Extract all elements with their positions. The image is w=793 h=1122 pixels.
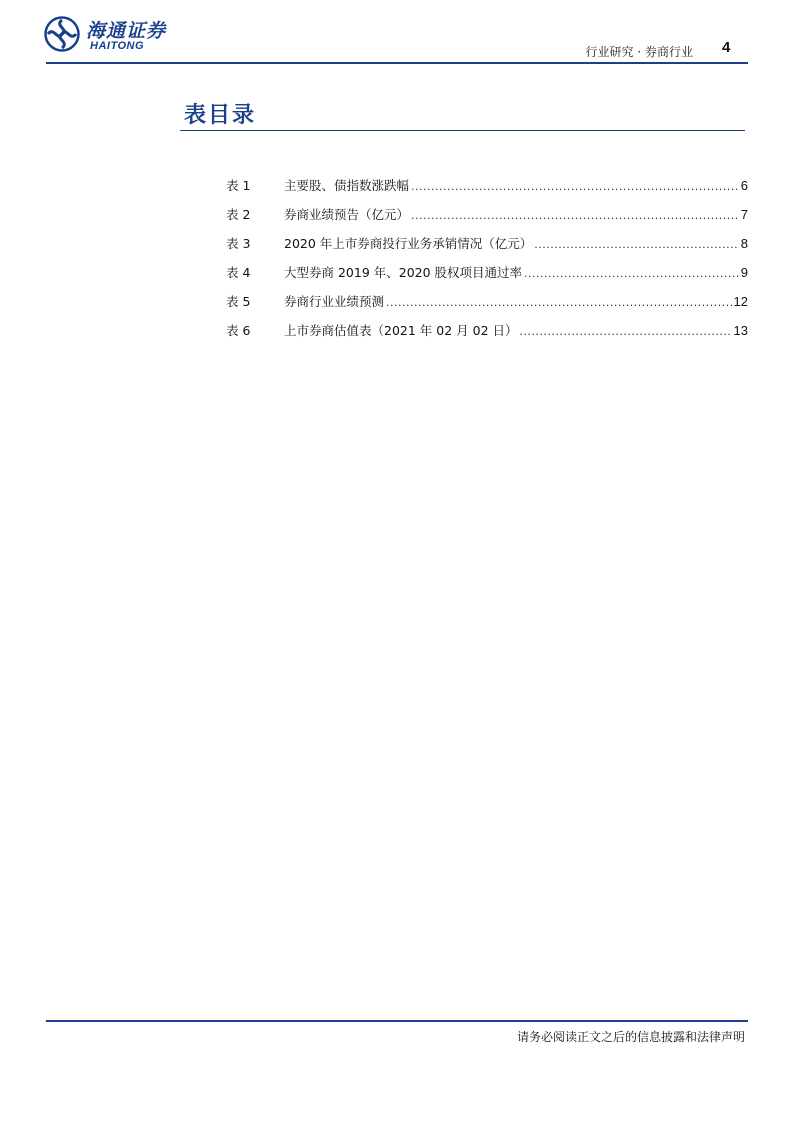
toc-entry-page[interactable]: 7 — [740, 207, 748, 222]
header-divider — [46, 62, 748, 64]
page-number: 4 — [722, 39, 731, 56]
page-header — [0, 0, 793, 70]
toc-entry[interactable] — [226, 263, 748, 292]
report-category: 行业研究 · 券商行业 — [585, 45, 693, 59]
toc-leader-dots — [534, 238, 738, 251]
toc-entry[interactable] — [226, 176, 748, 205]
toc-entry[interactable] — [226, 205, 748, 234]
toc-entry-label: 表 2 — [226, 207, 251, 222]
toc-entry-page[interactable]: 12 — [733, 294, 748, 309]
haitong-logo-icon — [44, 16, 80, 52]
toc-entry-page[interactable]: 6 — [740, 178, 748, 193]
logo-chinese-name: 海通证券 — [86, 20, 167, 42]
toc-leader-dots — [411, 209, 739, 222]
toc-entry-label: 表 4 — [226, 265, 251, 280]
toc-entry-title[interactable]: 券商行业业绩预测 — [284, 294, 385, 309]
footer-divider — [46, 1020, 748, 1022]
footer-disclaimer: 请务必阅读正文之后的信息披露和法律声明 — [516, 1030, 745, 1044]
toc-leader-dots — [524, 267, 739, 280]
toc-entry[interactable] — [226, 292, 748, 321]
toc-entry-label: 表 1 — [226, 178, 251, 193]
toc-entry-page[interactable]: 8 — [740, 236, 748, 251]
toc-leader-dots — [411, 180, 739, 193]
toc-entry-title[interactable]: 券商业绩预告（亿元） — [284, 207, 410, 222]
toc-entry-label: 表 5 — [226, 294, 251, 309]
toc-entry-title[interactable]: 主要股、债指数涨跌幅 — [284, 178, 410, 193]
toc-leader-dots — [386, 296, 732, 309]
toc-entry[interactable] — [226, 234, 748, 263]
toc-entry-title[interactable]: 2020 年上市券商投行业务承销情况（亿元） — [284, 236, 533, 251]
toc-leader-dots — [520, 325, 732, 338]
toc-entry-title[interactable]: 大型券商 2019 年、2020 股权项目通过率 — [284, 265, 523, 280]
section-title: 表目录 — [184, 102, 257, 128]
toc-entry-title[interactable]: 上市券商估值表（2021 年 02 月 02 日） — [284, 323, 518, 338]
toc-entry-page[interactable]: 13 — [733, 323, 748, 338]
toc-entry-page[interactable]: 9 — [740, 265, 748, 280]
logo-english-name: HAITONG — [90, 40, 145, 52]
toc-entry[interactable] — [226, 321, 748, 350]
toc-entry-label: 表 6 — [226, 323, 251, 338]
table-of-tables — [226, 176, 748, 350]
title-divider — [180, 130, 745, 131]
toc-entry-label: 表 3 — [226, 236, 251, 251]
